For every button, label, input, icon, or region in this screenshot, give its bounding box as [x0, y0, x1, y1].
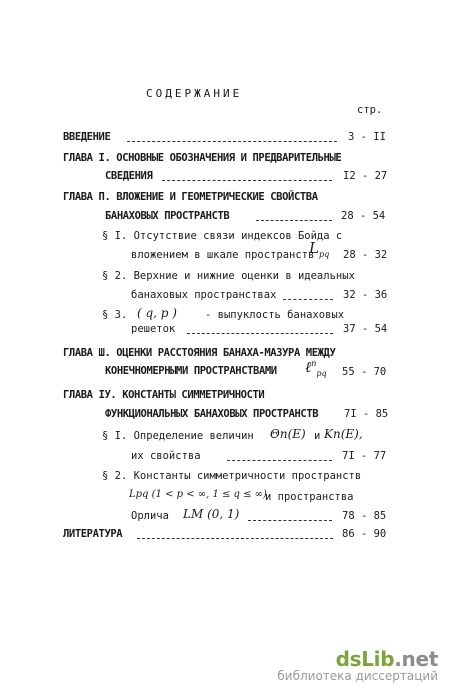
toc-ch4-s2-line3: Орлича: [131, 510, 169, 522]
toc-ch4-pages: 7I - 85: [344, 408, 389, 420]
toc-ch4-s1-line2: их свойства: [131, 450, 201, 462]
toc-ch1-line1: ГЛАВА I. ОСНОВНЫЕ ОБОЗНАЧЕНИЯ И ПРЕДВАРИТЕЛЬНЫЕ: [63, 152, 342, 164]
toc-lit-label: ЛИТЕРАТУРА: [63, 528, 123, 540]
toc-leader: [137, 538, 333, 539]
toc-leader: [127, 141, 337, 142]
formula-subscript: pq: [316, 369, 327, 378]
toc-ch4-s2-conj: и пространства: [265, 491, 354, 503]
toc-ch2-s3-line1: - выпуклость банаховых: [205, 309, 345, 321]
handwritten-formula: [305, 358, 327, 380]
page-column-label: стр.: [357, 104, 383, 116]
watermark-logo-tld: .net: [394, 647, 438, 671]
toc-ch4-s1-pages: 7I - 77: [342, 450, 387, 462]
toc-ch4-line2: ФУНКЦИОНАЛЬНЫХ БАНАХОВЫХ ПРОСТРАНСТВ: [105, 408, 319, 420]
toc-ch4-s2-line1: § 2. Константы симметричности пространств: [102, 470, 362, 482]
toc-ch2-line1: ГЛАВА П. ВЛОЖЕНИЕ И ГЕОМЕТРИЧЕСКИЕ СВОЙСТВА: [63, 191, 318, 203]
watermark-caption: библиотека диссертаций: [277, 669, 438, 683]
formula-superscript: n: [311, 359, 317, 368]
toc-ch2-s3-pages: 37 - 54: [343, 323, 388, 335]
toc-ch2-s2-line2: банаховых пространствах: [131, 289, 277, 301]
toc-ch2-line2: БАНАХОВЫХ ПРОСТРАНСТВ: [105, 210, 230, 222]
toc-ch2-s2-pages: 32 - 36: [343, 289, 388, 301]
handwritten-formula: LM (0, 1): [183, 507, 240, 521]
toc-ch2-s2-line1: § 2. Верхние и нижние оценки в идеальных: [102, 270, 355, 282]
toc-leader: [227, 460, 332, 461]
formula-main: L: [309, 239, 319, 257]
toc-ch3-pages: 55 - 70: [342, 366, 387, 378]
toc-leader: [256, 220, 332, 221]
formula-main: ℓ: [305, 358, 312, 376]
toc-intro-pages: 3 - II: [348, 131, 386, 143]
toc-ch2-s1-line2: вложением в шкале пространств: [131, 249, 315, 261]
toc-ch1-pages: I2 - 27: [343, 170, 388, 182]
handwritten-formula: [309, 239, 330, 261]
toc-ch4-s1-line1: § I. Определение величин: [102, 430, 254, 442]
toc-intro-label: ВВЕДЕНИЕ: [63, 131, 111, 143]
watermark-logo: [277, 647, 438, 671]
toc-ch4-s2-pages: 78 - 85: [342, 510, 387, 522]
handwritten-formula: ( q, p ): [137, 306, 177, 320]
toc-leader: [187, 333, 333, 334]
handwritten-formula: Kn(E),: [324, 427, 363, 441]
toc-ch4-line1: ГЛАВА IУ. КОНСТАНТЫ СИММЕТРИЧНОСТИ: [63, 389, 265, 401]
toc-ch2-pages: 28 - 54: [341, 210, 386, 222]
toc-leader: [283, 299, 333, 300]
watermark: [277, 647, 438, 683]
toc-ch2-s1-line1: § I. Отсутствие связи индексов Бойда с: [102, 230, 343, 242]
formula-subscript: pq: [318, 250, 330, 259]
toc-lit-pages: 86 - 90: [342, 528, 387, 540]
handwritten-formula: Θn(E): [270, 427, 306, 441]
toc-ch4-s1-conj: и: [314, 430, 321, 442]
contents-heading: СОДЕРЖАНИЕ: [146, 87, 243, 100]
toc-ch3-line1: ГЛАВА Ш. ОЦЕНКИ РАССТОЯНИЯ БАНАХА-МАЗУРА МЕЖДУ: [63, 347, 336, 359]
toc-leader: [248, 520, 332, 521]
toc-ch3-line2: КОНЕЧНОМЕРНЫМИ ПРОСТРАНСТВАМИ: [105, 365, 277, 377]
watermark-logo-main: dsLib: [335, 647, 395, 671]
toc-ch2-s3-line2: решеток: [131, 323, 176, 335]
toc-ch2-s1-pages: 28 - 32: [343, 249, 388, 261]
toc-ch2-s3-section: § 3.: [102, 309, 128, 321]
toc-leader: [162, 180, 332, 181]
toc-ch1-line2: СВЕДЕНИЯ: [105, 170, 153, 182]
handwritten-formula: Lpq (1 < p < ∞, 1 ≤ q ≤ ∞): [129, 489, 267, 500]
